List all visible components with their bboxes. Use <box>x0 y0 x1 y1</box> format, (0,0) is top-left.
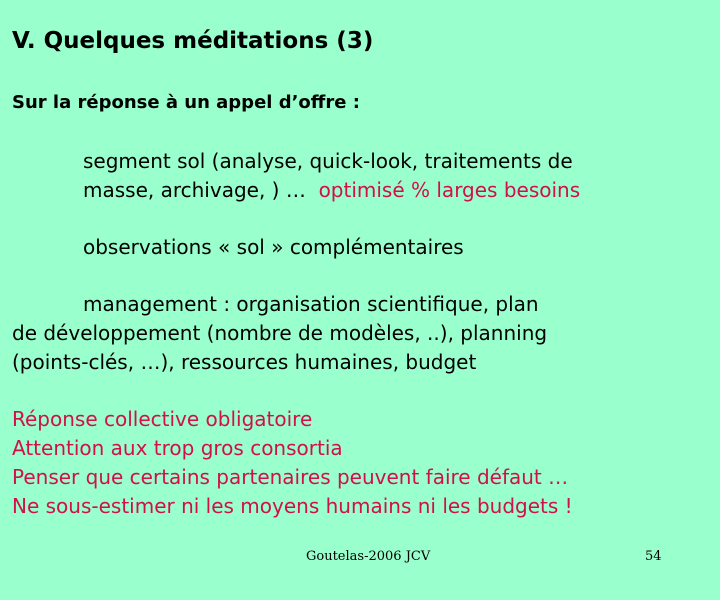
conclusion-item: Penser que certains partenaires peuvent faire défaut … <box>12 465 569 489</box>
bullet-management-line2: de développement (nombre de modèles, ..), planning <box>12 321 548 345</box>
conclusion-item: Réponse collective obligatoire <box>12 407 313 431</box>
bullet-segment-line2-start: masse, archivage, ) … <box>83 178 306 202</box>
bullet-observations: observations « sol » complémentaires <box>83 235 464 259</box>
conclusion-item: Ne sous-estimer ni les moyens humains ni les budgets ! <box>12 494 573 518</box>
bullet-management <box>12 290 547 377</box>
bullet-management-line1: management : organisation scientifique, plan <box>83 292 539 316</box>
bullet-segment-line2 <box>83 176 580 205</box>
bullet-segment-highlight: optimisé % larges besoins <box>318 178 581 202</box>
conclusion-item: Attention aux trop gros consortia <box>12 436 343 460</box>
bullet-management-line3: (points-clés, …), ressources humaines, budget <box>12 350 477 374</box>
conclusions-list <box>12 405 573 521</box>
slide-footer: Goutelas-2006 JCV <box>306 549 431 564</box>
page-number: 54 <box>645 549 662 564</box>
bullet-segment-line1: segment sol (analyse, quick-look, traitements de <box>83 149 573 173</box>
slide-title: V. Quelques méditations (3) <box>12 28 374 54</box>
bullet-segment-sol <box>83 147 580 205</box>
slide-subtitle: Sur la réponse à un appel d’offre : <box>12 92 360 113</box>
